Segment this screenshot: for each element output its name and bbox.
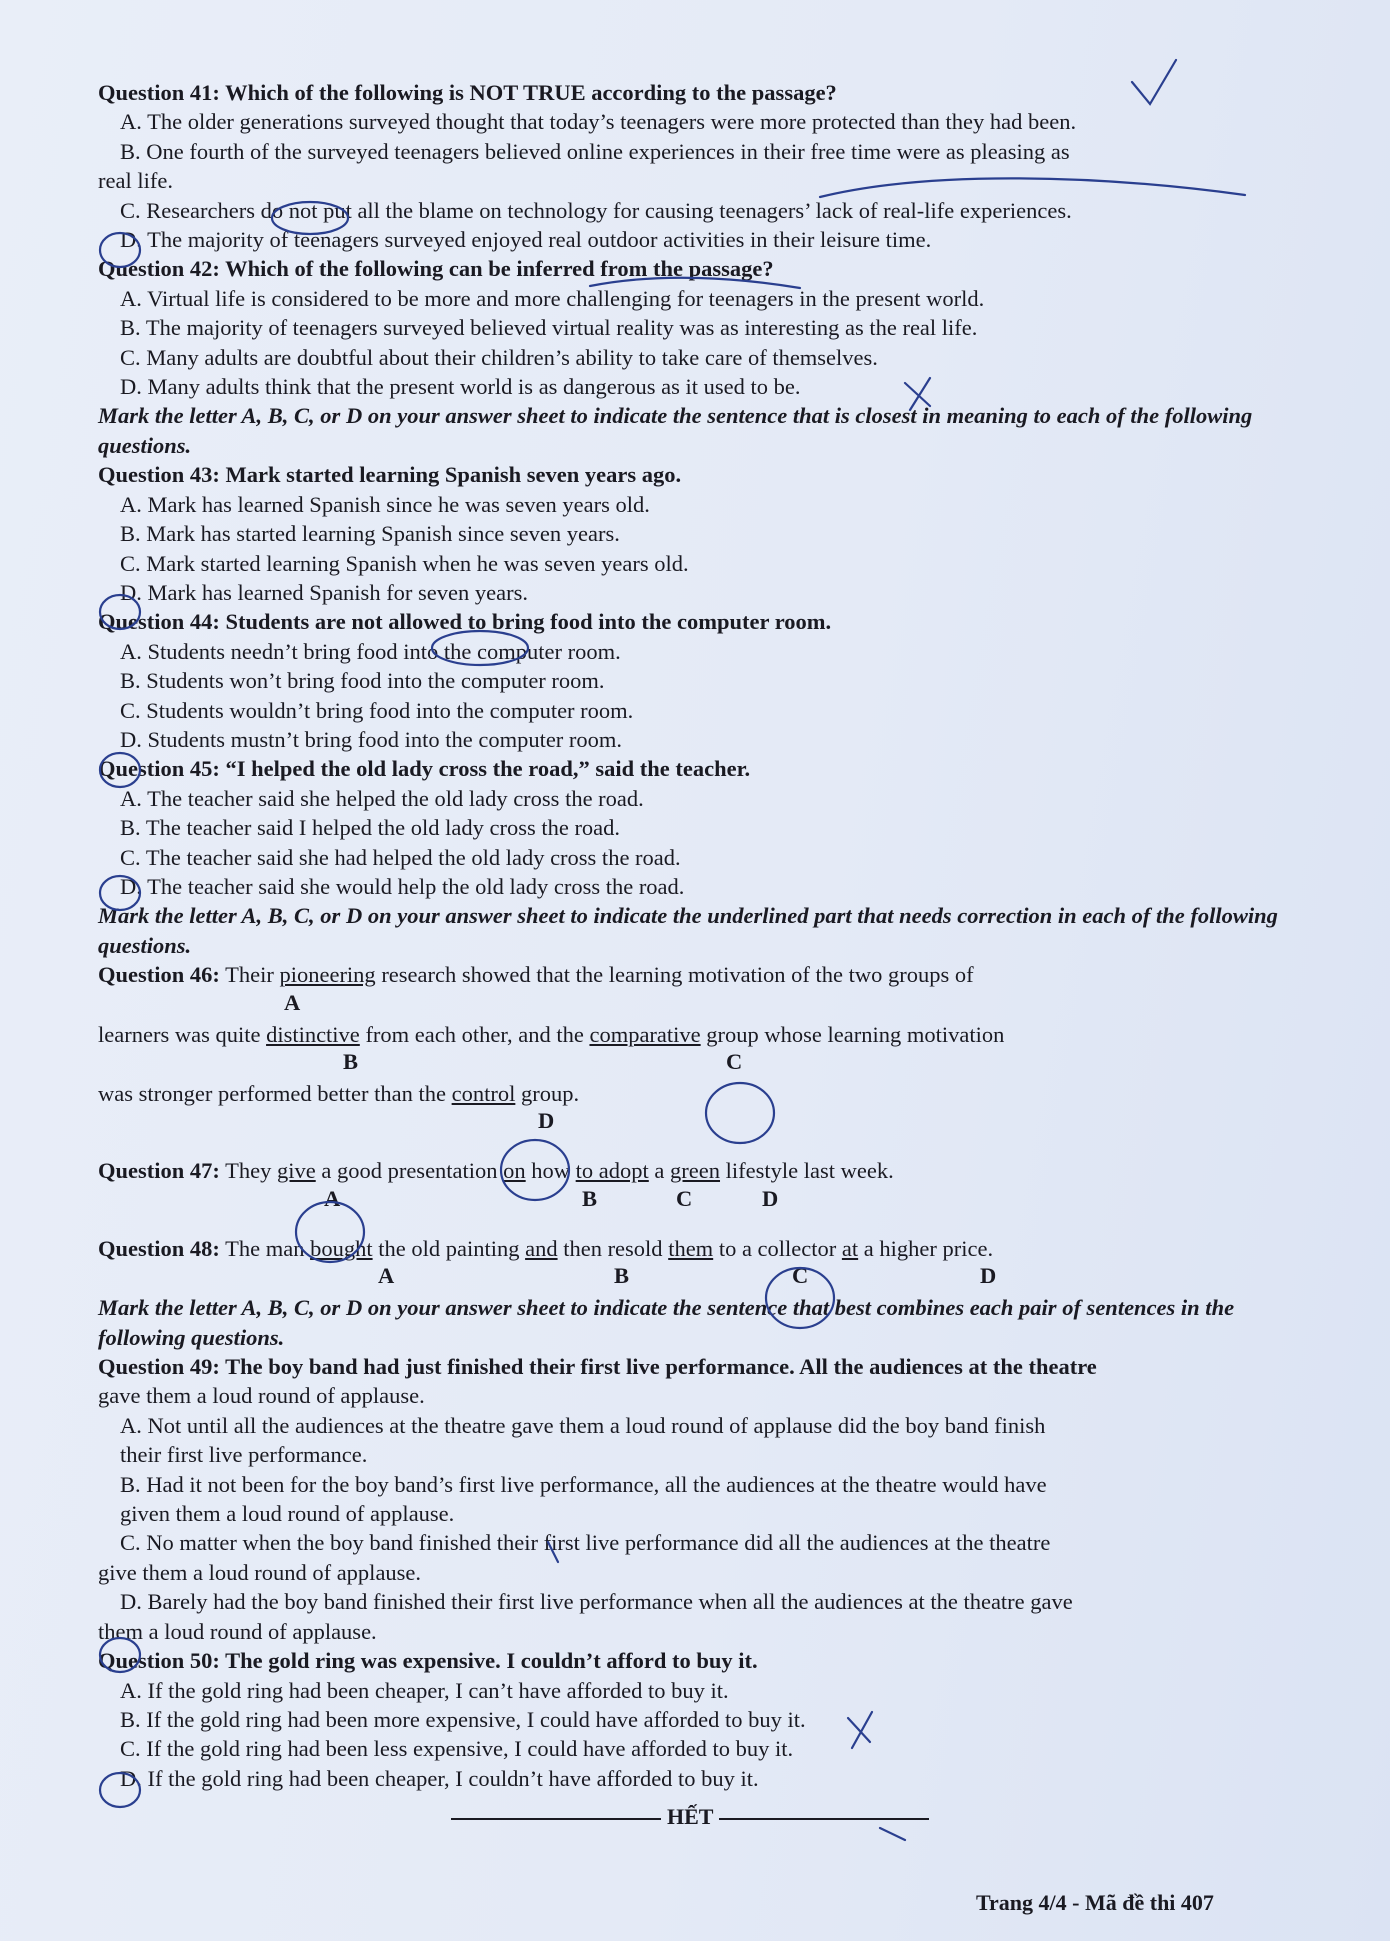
q49-option-c-cont: give them a loud round of applause. [98, 1559, 422, 1585]
q46-label-a: A [284, 989, 301, 1015]
question-46-line-2 [98, 1020, 1283, 1049]
question-41: Question 41: Which of the following is NOT TRUE according to the passage? [98, 80, 837, 105]
q49-option-a-cont: their first live performance. [120, 1442, 368, 1468]
q46-labels-row-2 [98, 1049, 1283, 1079]
q46-label-b: B [343, 1049, 359, 1074]
q50-option-a: A. If the gold ring had been cheaper, I can’t have afforded to buy it. [120, 1677, 729, 1703]
q46-text: learners was quite [98, 1021, 261, 1047]
end-rule-right [719, 1818, 929, 1820]
q46-label-d: D [538, 1108, 555, 1134]
q48-label-d: D [980, 1263, 997, 1289]
q50-option-c: C. If the gold ring had been less expensive, I could have afforded to buy it. [120, 1736, 794, 1762]
question-48 [98, 1234, 1283, 1263]
q46-text: from each other, and the [365, 1021, 584, 1047]
question-49: Question 49: The boy band had just finished their first live performance. All the audiences at the theatre [98, 1354, 1097, 1380]
q46-part-d: control [451, 1081, 516, 1106]
exam-content [98, 78, 1283, 1793]
q45-option-c: C. The teacher said she had helped the old lady cross the road. [120, 844, 681, 870]
q46-text: was stronger performed better than the [98, 1081, 446, 1106]
q50-option-d: D. If the gold ring had been cheaper, I couldn’t have afforded to buy it. [120, 1765, 759, 1791]
end-marker [440, 1804, 940, 1830]
question-48-label: Question 48: [98, 1235, 220, 1261]
q48-label-c: C [792, 1263, 809, 1289]
q46-text: group whose learning motivation [706, 1021, 1005, 1047]
page-footer: Trang 4/4 - Mã đề thi 407 [976, 1890, 1214, 1915]
q46-labels-row-3 [98, 1108, 1283, 1138]
end-text: HẾT [666, 1804, 714, 1829]
q49-option-d-cont: them a loud round of applause. [98, 1618, 377, 1644]
q45-option-a: A. The teacher said she helped the old lady cross the road. [120, 785, 644, 811]
q41-option-a: A. The older generations surveyed thought that today’s teenagers were more protected than they had been. [120, 109, 1077, 135]
q48-text: a higher price. [863, 1235, 994, 1261]
q47-text: lifestyle last week. [725, 1158, 894, 1184]
instruction-closest-meaning: Mark the letter A, B, C, or D on your answer sheet to indicate the sentence that is closest in meaning to each of the following questions. [98, 403, 1253, 458]
q47-labels [98, 1186, 1283, 1216]
question-44: Question 44: Students are not allowed to bring food into the computer room. [98, 609, 832, 635]
question-43: Question 43: Mark started learning Spanish seven years ago. [98, 462, 682, 488]
q43-option-d: D. Mark has learned Spanish for seven years. [120, 579, 528, 605]
q42-option-d: D. Many adults think that the present world is as dangerous as it used to be. [120, 374, 801, 400]
q44-option-c: C. Students wouldn’t bring food into the computer room. [120, 697, 634, 723]
q49-option-c: C. No matter when the boy band finished their first live performance did all the audiences at the theatre [120, 1530, 1051, 1556]
q47-text: how [531, 1158, 571, 1184]
question-46-label: Question 46: [98, 962, 220, 988]
q45-option-d: D. The teacher said she would help the old lady cross the road. [120, 873, 685, 899]
q48-part-a: bought [310, 1235, 373, 1261]
q41-option-c: C. Researchers do not put all the blame on technology for causing teenagers’ lack of real-life experiences. [120, 197, 1072, 223]
q48-text: then resold [563, 1235, 663, 1261]
q48-label-a: A [378, 1263, 395, 1289]
q41-option-b: B. One fourth of the surveyed teenagers believed online experiences in their free time were as pleasing as [120, 138, 1070, 164]
q48-part-d: at [841, 1235, 859, 1261]
q46-label-c: C [726, 1049, 743, 1074]
q47-text: a good presentation [321, 1158, 498, 1184]
q44-option-b: B. Students won’t bring food into the computer room. [120, 668, 605, 694]
q46-text: research showed that the learning motivation of the two groups of [381, 962, 974, 988]
q48-label-b: B [614, 1263, 630, 1289]
q47-label-b: B [582, 1185, 598, 1211]
q47-part-c: to adopt [575, 1158, 649, 1184]
q43-option-c: C. Mark started learning Spanish when he was seven years old. [120, 550, 689, 576]
q43-option-a: A. Mark has learned Spanish since he was seven years old. [120, 491, 650, 517]
question-47-label: Question 47: [98, 1158, 220, 1184]
q49-option-b-cont: given them a loud round of applause. [120, 1501, 455, 1527]
question-49-cont: gave them a loud round of applause. [98, 1383, 425, 1409]
q46-text: group. [520, 1081, 580, 1106]
q47-label-c: C [676, 1185, 693, 1211]
q47-label-a: A [324, 1185, 341, 1211]
q46-part-a: pioneering [279, 962, 376, 988]
question-45: Question 45: “I helped the old lady cross the road,” said the teacher. [98, 756, 751, 782]
q41-option-d: D. The majority of teenagers surveyed enjoyed real outdoor activities in their leisure time. [120, 227, 932, 253]
q47-text: a [654, 1158, 665, 1184]
q42-option-a: A. Virtual life is considered to be more and more challenging for teenagers in the present world. [120, 285, 985, 311]
q50-option-b: B. If the gold ring had been more expensive, I could have afforded to buy it. [120, 1706, 806, 1732]
question-46-line-3 [98, 1079, 1283, 1108]
question-50: Question 50: The gold ring was expensive. I couldn’t afford to buy it. [98, 1648, 758, 1674]
question-46-line-1 [98, 960, 1283, 989]
q42-option-b: B. The majority of teenagers surveyed believed virtual reality was as interesting as the real life. [120, 315, 978, 341]
q47-label-d: D [762, 1185, 779, 1211]
q41-option-b-cont: real life. [98, 168, 173, 194]
q43-option-b: B. Mark has started learning Spanish since seven years. [120, 521, 620, 547]
instruction-combine-sentences: Mark the letter A, B, C, or D on your answer sheet to indicate the sentence that best combines each pair of sentences in the following questions. [98, 1295, 1235, 1350]
q48-part-b: and [525, 1235, 558, 1261]
q49-option-b: B. Had it not been for the boy band’s first live performance, all the audiences at the theatre would have [120, 1471, 1047, 1497]
q46-labels-row-1 [98, 990, 1283, 1020]
instruction-error-correction: Mark the letter A, B, C, or D on your answer sheet to indicate the underlined part that needs correction in each of the following questions. [98, 903, 1278, 958]
q48-labels [98, 1263, 1283, 1293]
question-42: Question 42: Which of the following can be inferred from the passage? [98, 256, 774, 282]
question-47 [98, 1156, 1283, 1185]
q45-option-b: B. The teacher said I helped the old lady cross the road. [120, 815, 621, 841]
q48-text: The man [225, 1235, 305, 1261]
q47-text: They [225, 1158, 272, 1184]
q46-part-b: distinctive [266, 1021, 360, 1047]
q48-text: to a collector [718, 1235, 837, 1261]
end-rule-left [451, 1818, 661, 1820]
q44-option-a: A. Students needn’t bring food into the computer room. [120, 638, 621, 664]
q47-part-d: green [670, 1158, 721, 1184]
q47-part-a: give [276, 1158, 316, 1184]
q49-option-d: D. Barely had the boy band finished their first live performance when all the audiences at the theatre gave [120, 1589, 1073, 1615]
q49-option-a: A. Not until all the audiences at the theatre gave them a loud round of applause did the boy band finish [120, 1412, 1046, 1438]
q48-part-c: them [668, 1235, 714, 1261]
q44-option-d: D. Students mustn’t bring food into the computer room. [120, 726, 623, 752]
q48-text: the old painting [378, 1235, 520, 1261]
q46-text: Their [225, 962, 274, 988]
q47-part-b: on [503, 1158, 526, 1184]
q46-part-c: comparative [589, 1021, 701, 1047]
q42-option-c: C. Many adults are doubtful about their children’s ability to take care of themselves. [120, 344, 878, 370]
